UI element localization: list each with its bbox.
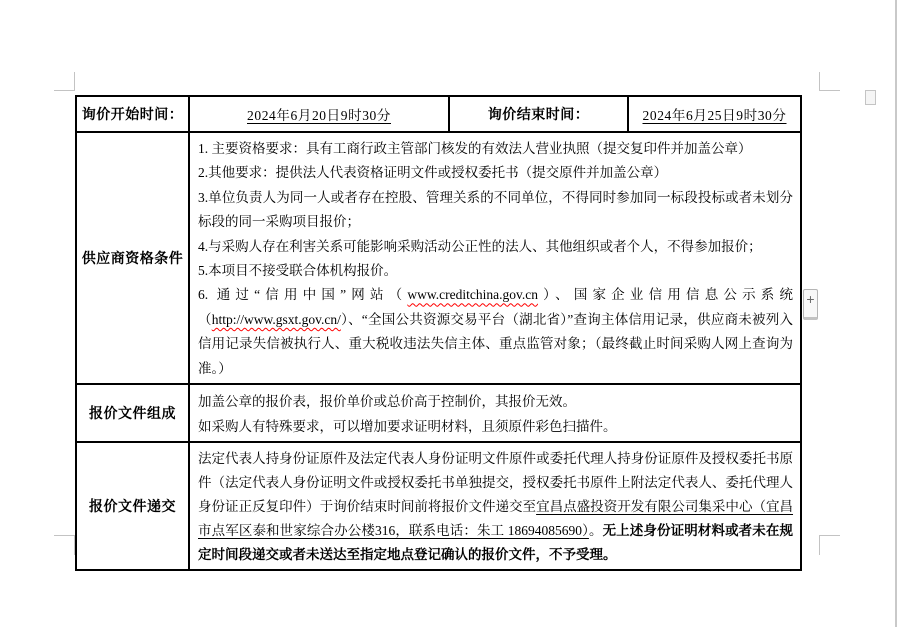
inquiry-start-time-label: 询价开始时间：	[76, 96, 189, 132]
creditchina-url: www.creditchina.gov.cn	[407, 287, 538, 303]
quotation-composition-label: 报价文件组成	[76, 384, 189, 442]
requirement-item-5: 5.本项目不接受联合体机构报价。	[198, 263, 398, 279]
requirement-item-4: 4.与采购人存在利害关系可能影响采购活动公正性的法人、其他组织或者个人，不得参加报价；	[198, 238, 762, 254]
quotation-submission-label: 报价文件递交	[76, 442, 189, 570]
requirement-item-1: 1. 主要资格要求：具有工商行政主管部门核发的有效法人营业执照（提交复印件并加盖公章）	[198, 141, 752, 156]
margin-crop-mark-top-right	[819, 72, 820, 91]
requirement-item-6	[198, 283, 793, 381]
inquiry-start-time-cell	[189, 96, 449, 132]
requirement-item-3: 3.单位负责人为同一人或者存在控股、管理关系的不同单位，不得同时参加同一标段投标或者未划分标段的同一采购项目报价；	[198, 189, 793, 230]
supplier-qualification-label: 供应商资格条件	[76, 132, 189, 384]
inquiry-end-time-value: 2024年6月25日9时30分	[642, 108, 787, 123]
margin-crop-mark-top-left	[74, 72, 75, 91]
row-inquiry-times	[76, 96, 801, 132]
requirement-item-6-text: ）、“全国公共资源交易平台（湖北省）”查询主体信用记录，供应商未被列入信用记录失信被执行人、重大税收违法失信主体、重点监管对象；（最终截止时间采购人网上查询为准。）	[198, 311, 793, 376]
quotation-submission-content	[189, 442, 801, 570]
gsxt-url: http://www.gsxt.gov.cn/	[211, 311, 341, 327]
composition-line-1: 加盖公章的报价表，报价单价或总价高于控制价，其报价无效。	[198, 394, 576, 410]
requirement-item-6-text: 6. 通过“信用中国”网站（	[198, 287, 408, 303]
submission-period: 。	[588, 523, 603, 539]
requirement-item-2: 2.其他要求：提供法人代表资格证明文件或授权委托书（提交原件并加盖公章）	[198, 165, 668, 181]
margin-crop-mark-bottom-left	[54, 535, 75, 536]
requirement-item-6-text: ）、国家企业信用信息公示系统（	[198, 287, 794, 327]
margin-crop-mark-bottom-right	[819, 535, 840, 536]
submission-warning: 无上述身份证明材料或者未在规定时间段递交或者未送达至指定地点登记确认的报价文件，不予受理。	[198, 523, 794, 563]
composition-line-2: 如采购人有特殊要求，可以增加要求证明材料，且须原件彩色扫描件。	[198, 419, 617, 435]
row-quotation-submission	[76, 442, 801, 570]
margin-crop-mark-top-left	[54, 90, 75, 91]
inquiry-end-time-label: 询价结束时间：	[449, 96, 628, 132]
inquiry-notice-table	[75, 95, 802, 571]
submission-text: 法定代表人持身份证原件及法定代表人身份证明文件原件或委托代理人持身份证原件及授权委托书原件（法定代表人身份证明文件或授权委托书单独提交，授权委托书原件上附法定代表人、委托代理人身份证正反复印件）于询价结束时间前将报价文件递交至	[198, 451, 793, 515]
submission-address-underlined: 宜昌点盛投资开发有限公司集采中心（宜昌市点军区泰和世家综合办公楼316，联系电话：朱工 18694085690）	[198, 499, 794, 539]
row-supplier-qualification	[76, 132, 801, 384]
margin-crop-mark-top-right	[819, 90, 840, 91]
inquiry-start-time-value: 2024年6月20日9时30分	[247, 108, 391, 123]
margin-crop-mark-bottom-right	[819, 535, 820, 555]
row-quotation-composition	[76, 384, 801, 442]
quotation-composition-content	[189, 384, 801, 442]
supplier-qualification-content	[189, 132, 801, 384]
scrollbar-fragment[interactable]	[865, 90, 876, 105]
submission-paragraph	[198, 447, 793, 567]
insert-plus-button[interactable]: +	[803, 289, 818, 320]
inquiry-end-time-cell	[628, 96, 801, 132]
